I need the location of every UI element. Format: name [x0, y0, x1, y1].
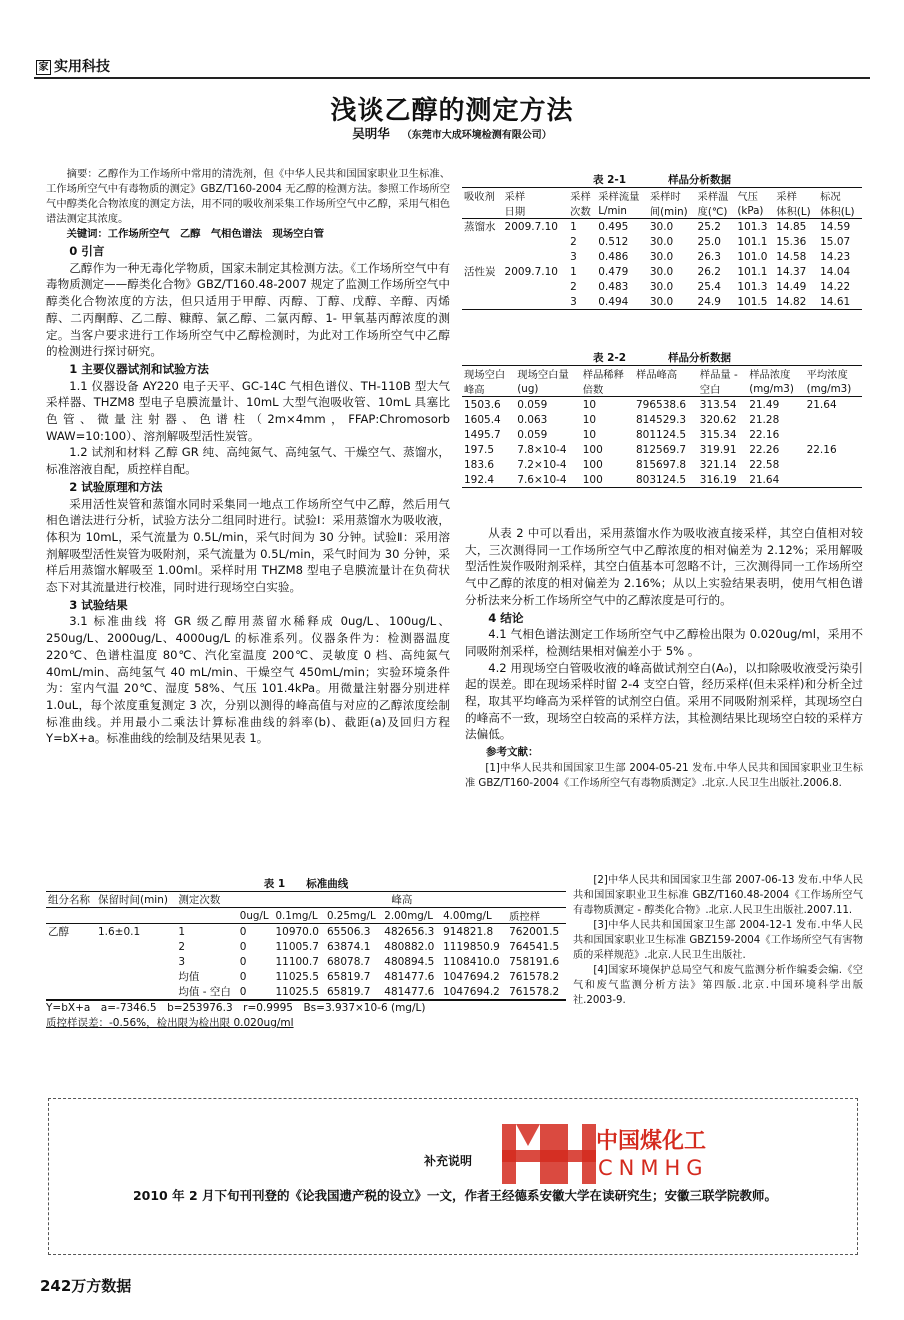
table2-1-cell: 0.495	[598, 220, 629, 233]
table2-1-cell: 2	[570, 235, 577, 248]
table2-1-cell: 3	[570, 250, 577, 263]
table2-1-cell: 14.49	[776, 280, 807, 293]
article-title: 浅谈乙醇的测定方法	[330, 96, 574, 126]
para-principle: 采用活性炭管和蒸馏水同时采集同一地点工作场所空气中乙醇，然后用气相色谱法进行分析，试验方法分二组同时进行。试验Ⅰ：采用蒸馏水为吸收液，体积为 10mL，采气流量为 0.5L/min，采气时间为 30 分钟。试验Ⅱ：采用溶剂解吸型活性炭管为吸附剂，采气流量为 0.5L/min，采气时间为 30 分钟，采样后用蒸馏水解吸至 1.00ml。采样时用 THZM8 型电子皂膜流量计在负荷状态下对其流量进行校准，同时进行现场空白实验。	[46, 496, 450, 595]
para-reagents: 1.2 试剂和材料 乙醇 GR 纯、高纯氮气、高纯氢气、干燥空气、蒸馏水，标准溶液自配，质控样自配。	[46, 445, 450, 477]
table-row	[462, 279, 862, 294]
table1-cell: 1.6±0.1	[97, 925, 141, 938]
table2-2-cell: 22.16	[749, 428, 780, 441]
para-intro: 乙醇作为一种无毒化学物质，国家未制定其检测方法。《工作场所空气中有毒物质测定——醇类化合物》GBZ/T160.48-2007 规定了监测工作场所空气中醇类化合物浓度的方法，但只适用于甲醇、丙醇、丁醇、戊醇、辛醇、丙烯醇、二丙酮醇、乙二醇、糠醇、氯乙醇、二氯丙醇、1- 甲氧基丙醇浓度的测定。当客户要求进行工作场所空气中乙醇检测时，为此对工作场所空气中乙醇的检测进行探讨研究。	[46, 260, 450, 359]
table2-2-header: 平均浓度	[805, 366, 862, 382]
table2-2-header	[634, 381, 698, 397]
table1-cell: 11005.7	[275, 940, 319, 953]
author-affiliation: （东莞市大成环境检测有限公司）	[401, 130, 552, 141]
table2-2-cell: 0.059	[517, 428, 548, 441]
table2-1-header: 间(min)	[648, 203, 696, 219]
book-icon: 家	[36, 60, 51, 75]
table2-1-cell	[503, 294, 569, 310]
table2-1-cell	[462, 234, 503, 249]
table2-1-cell	[503, 249, 569, 264]
table2-2-cell: 1495.7	[464, 428, 501, 441]
table2-1-grid	[462, 187, 862, 310]
table2-1-cell: 0.483	[598, 280, 629, 293]
table2-2-cell: 814529.3	[635, 413, 687, 426]
table1-cell	[46, 969, 96, 984]
table2-2-cell: 10	[582, 413, 597, 426]
table1-caption: 表 1 标准曲线	[263, 878, 349, 890]
table2-2-cell: 319.91	[699, 443, 737, 456]
table2-2-cell: 183.6	[464, 458, 495, 471]
table2-1-header: 采样时	[648, 188, 696, 204]
table2-1-cell: 30.0	[649, 220, 674, 233]
table-row	[462, 264, 862, 279]
table2-1-cell: 15.36	[776, 235, 807, 248]
table-row	[462, 457, 862, 472]
table1-cell: 乙醇	[48, 926, 69, 938]
table2-2-cell: 100	[582, 443, 603, 456]
table2-1-cell: 101.0	[737, 250, 768, 263]
table2-1-header: 度(℃)	[696, 203, 736, 219]
table2-1-cell: 14.85	[776, 220, 807, 233]
table1-cell: 481477.6	[384, 970, 435, 983]
table2-1-cell: 30.0	[649, 280, 674, 293]
heading-instruments: 1 主要仪器试剂和试验方法	[69, 361, 209, 376]
table2-2-cell: 22.58	[749, 458, 780, 471]
table2-2-header: 样品浓度	[747, 366, 804, 382]
table-header-row	[462, 381, 862, 397]
table1-cell: 65819.7	[326, 970, 371, 983]
table-row	[462, 294, 862, 310]
table2-2-cell: 10	[582, 398, 597, 411]
table-header-row	[462, 366, 862, 382]
para-detection-limit: 4.1 气相色谱法测定工作场所空气中乙醇检出限为 0.020ug/ml，采用不同吸附剂采样，检测结果相对偏差小于 5% 。	[465, 627, 863, 658]
table1-cell: 65819.7	[325, 984, 382, 1000]
table2-2-cell: 0.059	[517, 398, 548, 411]
table2-1-cell: 14.22	[820, 280, 851, 293]
table1-cell: 0	[239, 940, 247, 953]
table2-1-header: (kPa)	[735, 203, 774, 219]
table2-1-cell: 101.3	[737, 220, 768, 233]
abstract: 摘要：乙醇作为工作场所中常用的清洗剂，但《中华人民共和国国家职业卫生标准、工作场所空气中有毒物质的测定》GBZ/T160-2004 无乙醇的检测方法。参照工作场所空气中醇类化合物浓度的测定方法，用不同的吸收剂采集工作场所空气中乙醇，采用气相色谱法测定其浓度。	[46, 168, 450, 225]
table2-1-cell: 0.479	[598, 265, 629, 278]
table2-2-header: 倍数	[581, 381, 634, 397]
table2-1-header: 体积(L)	[774, 203, 818, 219]
table2-2-header: 样品量 -	[698, 366, 747, 382]
table2-1-header: 采样	[774, 188, 818, 204]
table1-conc-header: 0.1mg/L	[275, 909, 318, 922]
references-heading: 参考文献：	[486, 746, 539, 759]
table1-cell: 0	[239, 955, 247, 968]
table2-1-cell	[462, 249, 503, 264]
table2-1-header: 日期	[503, 203, 569, 219]
table1-cell: 761578.2	[509, 970, 560, 983]
table1-cell	[96, 984, 176, 1000]
table2-1-cell: 101.3	[737, 280, 768, 293]
table2-1-cell: 14.58	[776, 250, 807, 263]
table2-1-cell: 3	[568, 294, 596, 310]
table2-2	[462, 350, 862, 488]
table2-2-header: 样品峰高	[634, 366, 698, 382]
table2-2-cell: 21.49	[749, 398, 780, 411]
table2-2-header: 现场空白	[462, 366, 515, 382]
table1-cell: 480882.0	[384, 940, 435, 953]
table2-1-cell: 25.4	[697, 280, 721, 293]
table2-2-header: (ug)	[515, 381, 580, 397]
table2-1-cell: 30.0	[649, 235, 674, 248]
table-row	[46, 939, 566, 954]
table2-2-cell: 812569.7	[635, 443, 687, 456]
table2-1-cell: 101.5	[735, 294, 774, 310]
reference-item: [2]中华人民共和国国家卫生部 2007-06-13 发布.中华人民共和国国家职业卫生标准 GBZ/T160.48-2004《工作场所空气有毒物质测定 - 醇类化合物》.北京.人民卫生出版社.2007.11.	[573, 875, 863, 916]
table2-2-cell: 796538.6	[635, 398, 687, 411]
table2-1-header	[462, 203, 503, 219]
reference-item: [3]中华人民共和国国家卫生部 2004-12-1 发布.中华人民共和国国家职业卫生标准 GBZ159-2004《工作场所空气有害物质的采样规范》.北京.人民卫生出版社.	[573, 920, 863, 961]
para-equipment: 1.1 仪器设备 AY220 电子天平、GC-14C 气相色谱仪、TH-110B 型大气采样器、THZM8 型电子皂膜流量计、10mL 大型气泡吸收管、10mL 具塞比色管、微量注射器、色谱柱（2m×4mm，FFAP:Chromosorb WAW=10:100）、溶剂解吸型活性炭管。	[46, 378, 450, 443]
table2-2-cell: 22.16	[806, 443, 837, 456]
table1-cell: 764541.5	[509, 940, 560, 953]
table2-1-cell: 25.0	[697, 235, 721, 248]
table2-2-cell: 1605.4	[464, 413, 501, 426]
table2-2-cell: 316.19	[698, 472, 747, 488]
table1	[46, 876, 566, 1031]
logo-latin-name: CNMHG	[598, 1156, 709, 1180]
table-row	[462, 412, 862, 427]
table1-cell: 0	[238, 984, 274, 1000]
supplement-text: 2010 年 2 月下旬刊刊登的《论我国遗产税的设立》一文，作者王经德系安徽大学在读研究生；安徽三联学院教师。	[132, 1188, 778, 1203]
table2-2-header: 空白	[698, 381, 747, 397]
table2-1-header: 采样温	[696, 188, 736, 204]
table2-1-header: 气压	[735, 188, 774, 204]
supplement-label: 补充说明	[424, 1154, 473, 1168]
table2-2-cell: 7.6×10-4	[515, 472, 580, 488]
para-standard-curve: 3.1 标准曲线 将 GR 级乙醇用蒸留水稀释成 0ug/L、100ug/L、250ug/L、2000ug/L、4000ug/L 的标准系列。仪器条件为：检测器温度 220℃、色谱柱温度 80℃、汽化室温度 200℃、灵敏度 0 档、高纯氮气 40mL/min、高纯氢气 40 mL/min、干燥空气 450mL/min；实验环境条件为：室内气温 20℃、湿度 58%、气压 101.4kPa。用微量注射器分别进样 1.0uL，每个浓度重复测定 3 次，分别以测得的峰高值与对应的乙醇浓度绘制标准曲线。并用最小二乘法计算标准曲线的斜率(b)、截距(a)及回归方程 Y=bX+a。标准曲线的绘制及结果见表 1。	[46, 614, 450, 746]
table1-cell	[96, 939, 176, 954]
table2-1-cell: 101.1	[737, 235, 768, 248]
table2-1-cell: 14.82	[774, 294, 818, 310]
table2-2-cell: 315.34	[699, 428, 737, 441]
table2-2-cell: 313.54	[699, 398, 737, 411]
table2-1-cell	[462, 279, 503, 294]
table2-2-header: 现场空白量	[515, 366, 580, 382]
table2-2-cell: 1503.6	[464, 398, 501, 411]
table2-1-cell: 0.494	[596, 294, 648, 310]
table1-header-cell: 峰高	[238, 892, 566, 908]
table2-2-cell: 197.5	[464, 443, 495, 456]
table2-1-cell: 1	[570, 265, 577, 278]
author-line	[0, 124, 904, 142]
heading-principle: 2 试验原理和方法	[69, 479, 163, 494]
table1-conc-header: 0.25mg/L	[326, 909, 376, 922]
table2-2-header: 峰高	[462, 381, 515, 397]
table-header-row	[462, 188, 862, 204]
table1-conc-header: 质控样	[509, 911, 541, 923]
section-label: 家 实用科技	[36, 56, 110, 76]
table1-cell: 758191.6	[509, 955, 560, 968]
table2-2-cell: 22.26	[749, 443, 780, 456]
table1-cell: 1119850.9	[443, 940, 500, 953]
table2-2-cell: 192.4	[462, 472, 515, 488]
para-field-blank: 4.2 用现场空白管吸收液的峰高做试剂空白(A₀)，以扣除吸收液受污染引起的误差。即在现场采样时留 2-4 支空白管，经历采样(但未采样)和分析全过程，取其平均峰高为采样管的试剂空白值。采用不同吸附剂采样，其现场空白的峰高不一致，现场空白较高的采样方法，其检测结果比现场空白较的采样方法偏低。	[465, 660, 863, 742]
logo-bar	[502, 1150, 596, 1162]
table2-1-cell: 蒸馏水	[464, 221, 496, 233]
table1-grid	[46, 891, 566, 1000]
table2-1-cell: 2009.7.10	[504, 265, 558, 278]
table-row	[462, 427, 862, 442]
table1-cell: 1047694.2	[443, 970, 500, 983]
table2-1-cell: 24.9	[696, 294, 736, 310]
header-rule	[34, 77, 870, 79]
table2-1-cell: 15.07	[820, 235, 851, 248]
table1-cell: 68078.7	[326, 955, 371, 968]
para-comparison: 从表 2 中可以看出，采用蒸馏水作为吸收液直接采样，其空白值相对较大，三次测得同一工作场所空气中乙醇浓度的相对偏差为 2.12%；采用解吸型活性炭作吸附剂采样，其空白值基本可忽略不计，三次测得同一工作场所空气中乙醇的浓度的相对偏差为 2.16%；从以上实验结果表明，使用气相色谱分析法来分析工作场所空气中的乙醇浓度是可行的。	[465, 526, 863, 607]
table2-2-cell: 7.2×10-4	[517, 458, 567, 471]
table1-cell: 11025.5	[273, 984, 325, 1000]
table2-1-cell	[503, 279, 569, 294]
table2-2-cell	[805, 457, 862, 472]
table1-cell: 480894.5	[384, 955, 435, 968]
table1-qc-note: 质控样误差：-0.56%，检出限为检出限 0.020ug/ml	[46, 1017, 294, 1029]
table1-cell	[46, 954, 96, 969]
table2-1-cell: 0.512	[598, 235, 629, 248]
heading-conclusion: 4 结论	[488, 610, 524, 625]
table2-2-cell: 100	[582, 458, 603, 471]
table1-cell: 均值 - 空白	[176, 984, 237, 1000]
table2-2-cell	[805, 472, 862, 488]
table-row	[46, 984, 566, 1000]
reference-item: [4]国家环境保护总局空气和废气监测分析作编委会编.《空气和废气监测分析方法》第四版.北京.中国环境科学出版社.2003-9.	[573, 965, 863, 1006]
cnmhg-logo	[500, 1122, 740, 1188]
table1-cell: 481477.6	[382, 984, 441, 1000]
table2-1-header: L/min	[596, 203, 648, 219]
table2-1-cell: 30.0	[648, 294, 696, 310]
table1-header-cell: 保留时间(min)	[96, 892, 176, 908]
table2-2-cell: 801124.5	[635, 428, 687, 441]
table2-2-header: 样品稀释	[581, 366, 634, 382]
table-row	[462, 249, 862, 264]
table1-cell: 1047694.2	[441, 984, 507, 1000]
table1-cell: 1108410.0	[443, 955, 500, 968]
table2-2-grid	[462, 365, 862, 488]
table2-2-cell: 100	[581, 472, 634, 488]
table2-2-cell	[805, 412, 862, 427]
table1-cell: 均值	[178, 971, 200, 983]
table2-2-header: (mg/m3)	[747, 381, 804, 397]
table1-cell: 914821.8	[443, 925, 494, 938]
table2-2-cell: 21.64	[747, 472, 804, 488]
table-row	[46, 924, 566, 940]
table2-2-cell: 21.28	[749, 413, 780, 426]
table2-1-cell	[462, 294, 503, 310]
table2-2-cell: 321.14	[699, 458, 737, 471]
heading-results: 3 试验结果	[69, 597, 128, 612]
table1-cell: 2	[178, 940, 186, 953]
table1-cell: 761578.2	[507, 984, 566, 1000]
table2-1-cell: 30.0	[649, 265, 674, 278]
table1-regression-note: Y=bX+a a=-7346.5 b=253976.3 r=0.9995 Bs=3.937×10-6 (mg/L)	[46, 1000, 566, 1016]
table1-cell: 10970.0	[275, 925, 319, 938]
table2-1-header: 采样流量	[596, 188, 648, 204]
table2-1-cell: 14.04	[820, 265, 851, 278]
table2-2-cell: 21.64	[806, 398, 837, 411]
table2-2-cell: 10	[582, 428, 597, 441]
table2-1-cell: 活性炭	[464, 266, 496, 278]
table2-1	[462, 172, 862, 310]
table2-1-header: 次数	[568, 203, 596, 219]
right-column	[465, 525, 863, 791]
table2-1-header: 采样	[568, 188, 596, 204]
table2-1-cell: 101.1	[737, 265, 768, 278]
table2-1-header: 标况	[818, 188, 862, 204]
table-row	[462, 472, 862, 488]
table2-2-header: (mg/m3)	[805, 381, 862, 397]
table2-1-cell: 2	[570, 280, 577, 293]
table-row	[462, 397, 862, 413]
table2-1-cell	[503, 234, 569, 249]
table1-cell: 63874.1	[326, 940, 371, 953]
logo-cn-name: 中国煤化工	[596, 1129, 707, 1154]
table2-1-cell: 26.3	[697, 250, 721, 263]
table1-conc-header: 2.00mg/L	[384, 909, 433, 922]
table1-cell	[46, 984, 96, 1000]
table2-1-cell: 0.486	[598, 250, 629, 263]
table2-1-header: 吸收剂	[462, 188, 503, 204]
table1-conc-header: 4.00mg/L	[443, 909, 492, 922]
table2-1-cell: 30.0	[649, 250, 674, 263]
table2-1-cell: 14.61	[818, 294, 862, 310]
table2-1-cell: 14.23	[820, 250, 851, 263]
table-row	[462, 442, 862, 457]
table1-cell	[46, 939, 96, 954]
table1-cell: 0	[239, 970, 247, 983]
logo-chevron	[516, 1124, 540, 1146]
table2-2-cell: 7.8×10-4	[517, 443, 567, 456]
left-column	[46, 167, 450, 747]
keywords: 关键词：工作场所空气 乙醇 气相色谱法 现场空白管	[66, 228, 325, 240]
table2-2-cell: 815697.8	[635, 458, 687, 471]
author-name: 吴明华	[352, 126, 390, 141]
table2-1-cell: 25.2	[697, 220, 721, 233]
table-row	[462, 219, 862, 235]
table1-header-cell: 组分名称	[46, 892, 96, 908]
table1-conc-header: 0ug/L	[239, 909, 269, 922]
table1-cell: 65506.3	[326, 925, 371, 938]
table2-1-cell: 2009.7.10	[504, 220, 558, 233]
heading-intro: 0 引言	[69, 244, 105, 258]
table2-1-cell: 1	[570, 220, 577, 233]
table-row	[46, 954, 566, 969]
page-number: 242万方数据	[40, 1277, 132, 1295]
table2-1-cell: 26.2	[697, 265, 721, 278]
table2-1-cell: 14.37	[776, 265, 807, 278]
table2-1-cell: 14.59	[820, 220, 851, 233]
table2-1-header: 采样	[503, 188, 569, 204]
table1-cell	[96, 954, 176, 969]
reference-item: [1]中华人民共和国国家卫生部 2004-05-21 发布.中华人民共和国国家职业卫生标准 GBZ/T160-2004《工作场所空气有毒物质测定》.北京.人民卫生出版社.2006.8.	[465, 762, 863, 789]
table-header-row	[462, 203, 862, 219]
table1-cell: 11025.5	[275, 970, 319, 983]
table1-header-cell: 测定次数	[176, 892, 237, 908]
table1-cell: 0	[239, 925, 247, 938]
table1-cell: 762001.5	[509, 925, 560, 938]
table1-cell: 3	[178, 955, 186, 968]
table2-2-cell: 0.063	[517, 413, 548, 426]
table-row	[462, 234, 862, 249]
table1-cell: 11100.7	[275, 955, 319, 968]
table2-1-header: 体积(L)	[818, 203, 862, 219]
table2-2-cell	[805, 427, 862, 442]
table1-cell: 1	[178, 925, 186, 938]
table-row	[46, 969, 566, 984]
table2-1-caption: 表 2-1 样品分析数据	[592, 174, 732, 186]
references-continued	[573, 873, 863, 1008]
table2-2-cell: 320.62	[699, 413, 737, 426]
table2-2-cell: 803124.5	[634, 472, 698, 488]
table2-2-caption: 表 2-2 样品分析数据	[592, 352, 732, 364]
table1-cell: 482656.3	[384, 925, 435, 938]
table1-cell	[96, 969, 176, 984]
